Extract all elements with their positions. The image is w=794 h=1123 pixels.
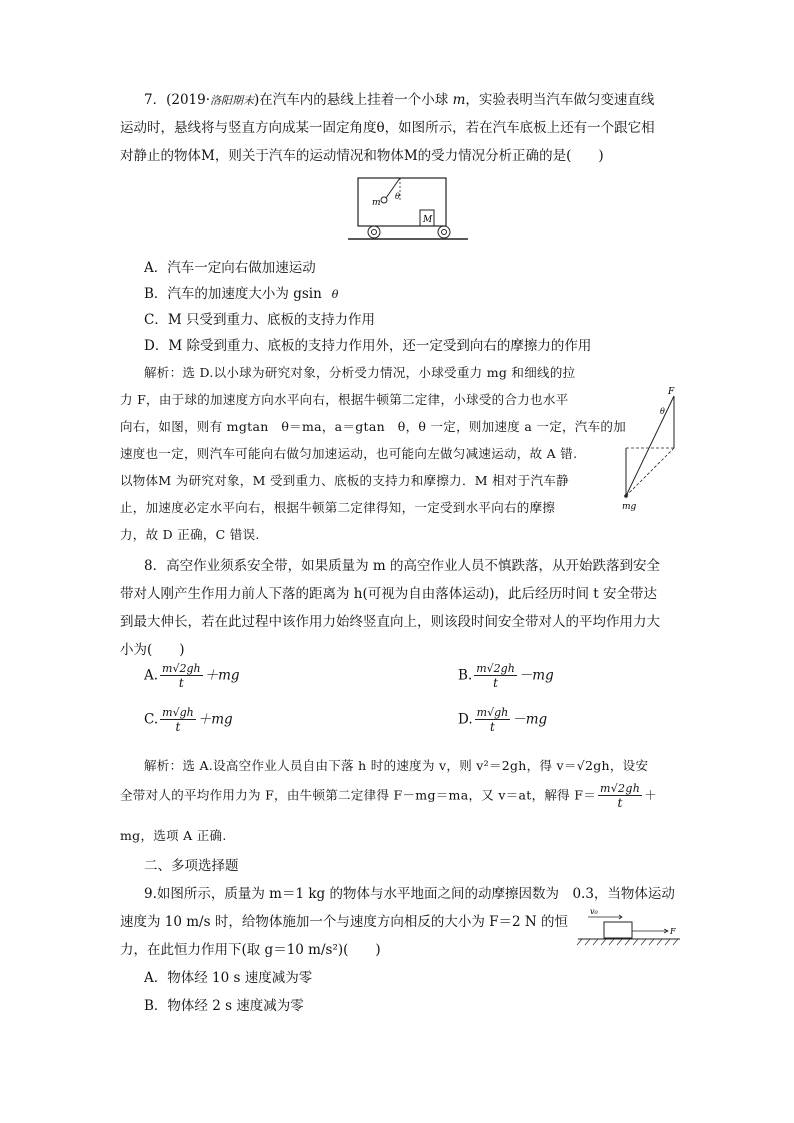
label-F: F [670,927,676,936]
section-title: 二、多项选择题 [144,858,239,874]
q9-option-a: A．物体经 10 s 速度减为零 [144,970,313,986]
q8-line-3: 到最大伸长，若在此过程中该作用力始终竖直向上，则该段时间安全带对人的平均作用力大 [120,614,660,630]
label-m: m [372,198,381,208]
wheel-right [438,226,450,238]
q7-analysis-6: 止，加速度必定水平向右，根据牛顿第二定律得知，一定受到水平向右的摩擦 [120,500,556,515]
q7-option-b: B．汽车的加速度大小为 gsin θ [144,286,339,302]
q8-option-d: D. $\frac{m√gh}{t}$ －mg [458,706,548,734]
label-theta: θ [395,192,400,201]
block [604,922,632,938]
q7-analysis-4: 速度也一定，则汽车可能向右做匀加速运动，也可能向左做匀减速运动，故 A 错. [120,446,578,461]
q7-analysis-2: 力 F，由于球的加速度方向水平向右，根据牛顿第二定律，小球受的合力也水平 [120,392,569,407]
q8-option-a: A. $\frac{m√2gh}{t}$ ＋mg [144,662,240,690]
ball-m [381,197,387,203]
wheel-left [368,226,380,238]
label-mg: mg [622,502,637,512]
diagonal-dashed [626,448,674,496]
q9-line-3: 力，在此恒力作用下(取 g＝10 m/s²)( ) [120,942,381,958]
q9-line-2: 速度为 10 m/s 时，给物体施加一个与速度方向相反的大小为 F＝2 N 的恒 [120,914,568,930]
car-figure [340,172,470,244]
label-F: F [668,387,675,397]
q8-option-b: B. $\frac{m√2gh}{t}$ －mg [458,662,554,690]
q8-analysis-1: 解析：选 A.设高空作业人员自由下落 h 时的速度为 v，则 v²＝2gh，得 v＝√2gh，设安 [144,758,649,773]
label-M: M [423,215,433,225]
q7-analysis-3: 向右，如图，则有 mgtan θ＝ma，a＝gtan θ，θ 一定，则加速度 a 一定，汽车的加 [120,419,626,434]
force-diagram [612,384,682,514]
tension-F-line [626,396,674,496]
label-theta: θ [660,407,665,416]
q7-line-3: 对静止的物体M，则关于汽车的运动情况和物体M的受力情况分析正确的是( ) [120,148,604,164]
q8-option-c: C. $\frac{m√gh}{t}$ ＋mg [144,706,233,734]
q7-analysis-5: 以物体M 为研究对象，M 受到重力、底板的支持力和摩擦力．M 相对于汽车静 [120,473,569,488]
q8-line-2: 带对人刚产生作用力前人下落的距离为 h(可视为自由落体运动)，此后经历时间 t 安全带达 [120,586,658,602]
q7-analysis-1: 解析：选 D.以小球为研究对象，分析受力情况，小球受重力 mg 和细线的拉 [144,365,576,380]
q7-option-d: D．M 除受到重力、底板的支持力作用外，还一定受到向右的摩擦力的作用 [144,338,592,354]
q7-option-a: A．汽车一定向右做加速运动 [144,260,316,276]
q7-line-1: 7．(2019·洛阳期末)在汽车内的悬线上挂着一个小球 m，实验表明当汽车做匀变速直线 [144,92,655,108]
label-v0: v₀ [590,907,598,916]
q9-option-b: B．物体经 2 s 速度减为零 [144,998,304,1014]
q8-line-1: 8．高空作业须系安全带，如果质量为 m 的高空作业人员不慎跌落，从开始跌落到安全 [144,558,660,574]
q7-line-2: 运动时，悬线将与竖直方向成某一固定角度θ，如图所示，若在汽车底板上还有一个跟它相 [120,120,655,136]
ground-hatch [577,939,678,945]
block-figure [572,904,684,952]
q8-line-4: 小为( ) [120,642,185,658]
q8-analysis-2: 全带对人的平均作用力为 F，由牛顿第二定律得 F－mg＝ma，又 v＝at，解得 F＝ $\frac{m√2gh}{t}$ ＋ [120,782,657,810]
q7-analysis-7: 力，故 D 正确，C 错误. [120,527,260,542]
q7-option-c: C．M 只受到重力、底板的支持力作用 [144,312,375,328]
q7-source: 洛阳期末 [210,94,255,107]
q8-analysis-3: mg，选项 A 正确. [120,828,227,843]
q9-line-1: 9.如图所示，质量为 m＝1 kg 的物体与水平地面之间的动摩擦因数为 0.3，当物体运动 [144,886,675,902]
